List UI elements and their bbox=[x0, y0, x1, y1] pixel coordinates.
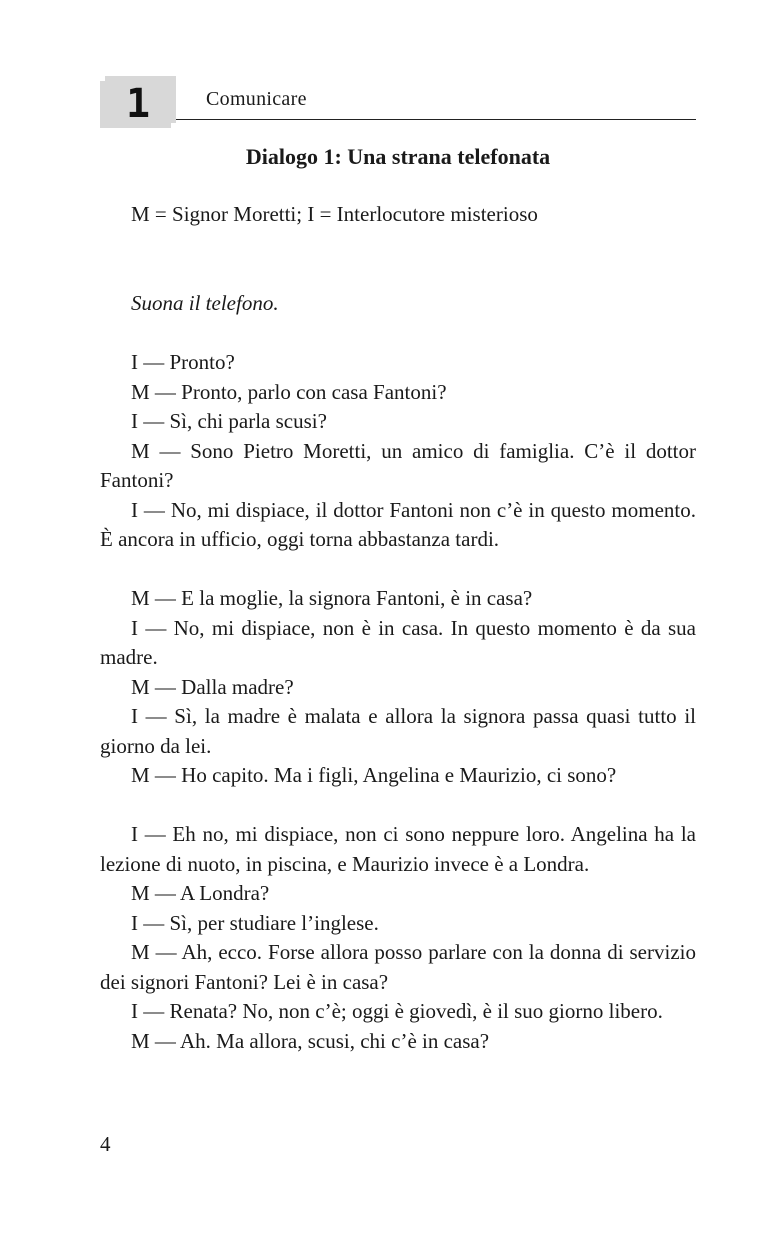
dialog-line: I — Renata? No, non c’è; oggi è giovedì, è il suo giorno libero. bbox=[131, 999, 663, 1023]
dialog-line: M — Sono Pietro Moretti, un amico di famiglia. C’è il dottor Fantoni? bbox=[100, 438, 696, 492]
section-title: Comunicare bbox=[206, 88, 307, 110]
dialog-block-2 bbox=[100, 584, 696, 791]
speaker-legend-block bbox=[100, 200, 696, 230]
dialog-line: I — Sì, per studiare l’inglese. bbox=[131, 910, 379, 935]
dialog-line: I — Sì, la madre è malata e allora la signora passa quasi tutto il giorno da lei. bbox=[100, 704, 696, 758]
chapter-number: 1 bbox=[125, 81, 151, 127]
dialog-line: M — Ho capito. Ma i figli, Angelina e Maurizio, ci sono? bbox=[131, 763, 617, 787]
stage-direction: Suona il telefono. bbox=[131, 291, 279, 315]
dialog-line: I — No, mi dispiace, il dottor Fantoni non c’è in questo momento. È ancora in ufficio, oggi torna abbastanza tardi. bbox=[100, 497, 696, 551]
dialog-title: Dialogo 1: Una strana telefonata bbox=[245, 144, 551, 169]
dialog-line: M — E la moglie, la signora Fantoni, è in casa? bbox=[131, 586, 533, 610]
dialog-line: I — Eh no, mi dispiace, non ci sono neppure loro. Angelina ha la lezione di nuoto, in piscina, e Maurizio invece è a Londra. bbox=[100, 822, 696, 876]
page-number: 4 bbox=[100, 1132, 111, 1156]
dialog-line: M — A Londra? bbox=[131, 881, 270, 905]
dialog-line: M — Ah, ecco. Forse allora posso parlare con la donna di servizio dei signori Fantoni? Lei è in casa? bbox=[100, 940, 696, 994]
dialog-block-1 bbox=[100, 348, 696, 555]
dialog-block-3 bbox=[100, 820, 696, 1056]
dialog-line: M — Dalla madre? bbox=[131, 674, 294, 699]
stage-direction-block bbox=[100, 289, 696, 319]
dialog-line: I — Pronto? bbox=[131, 350, 235, 374]
header-rule bbox=[176, 119, 696, 120]
dialog-line: M — Ah. Ma allora, scusi, chi c’è in casa? bbox=[131, 1028, 490, 1053]
dialog-line: M — Pronto, parlo con casa Fantoni? bbox=[131, 379, 447, 404]
speaker-legend: M = Signor Moretti; I = Interlocutore misterioso bbox=[131, 202, 538, 226]
dialog-line: I — Sì, chi parla scusi? bbox=[131, 409, 327, 433]
dialog-line: I — No, mi dispiace, non è in casa. In questo momento è da sua madre. bbox=[100, 615, 696, 669]
chapter-badge bbox=[100, 76, 176, 128]
